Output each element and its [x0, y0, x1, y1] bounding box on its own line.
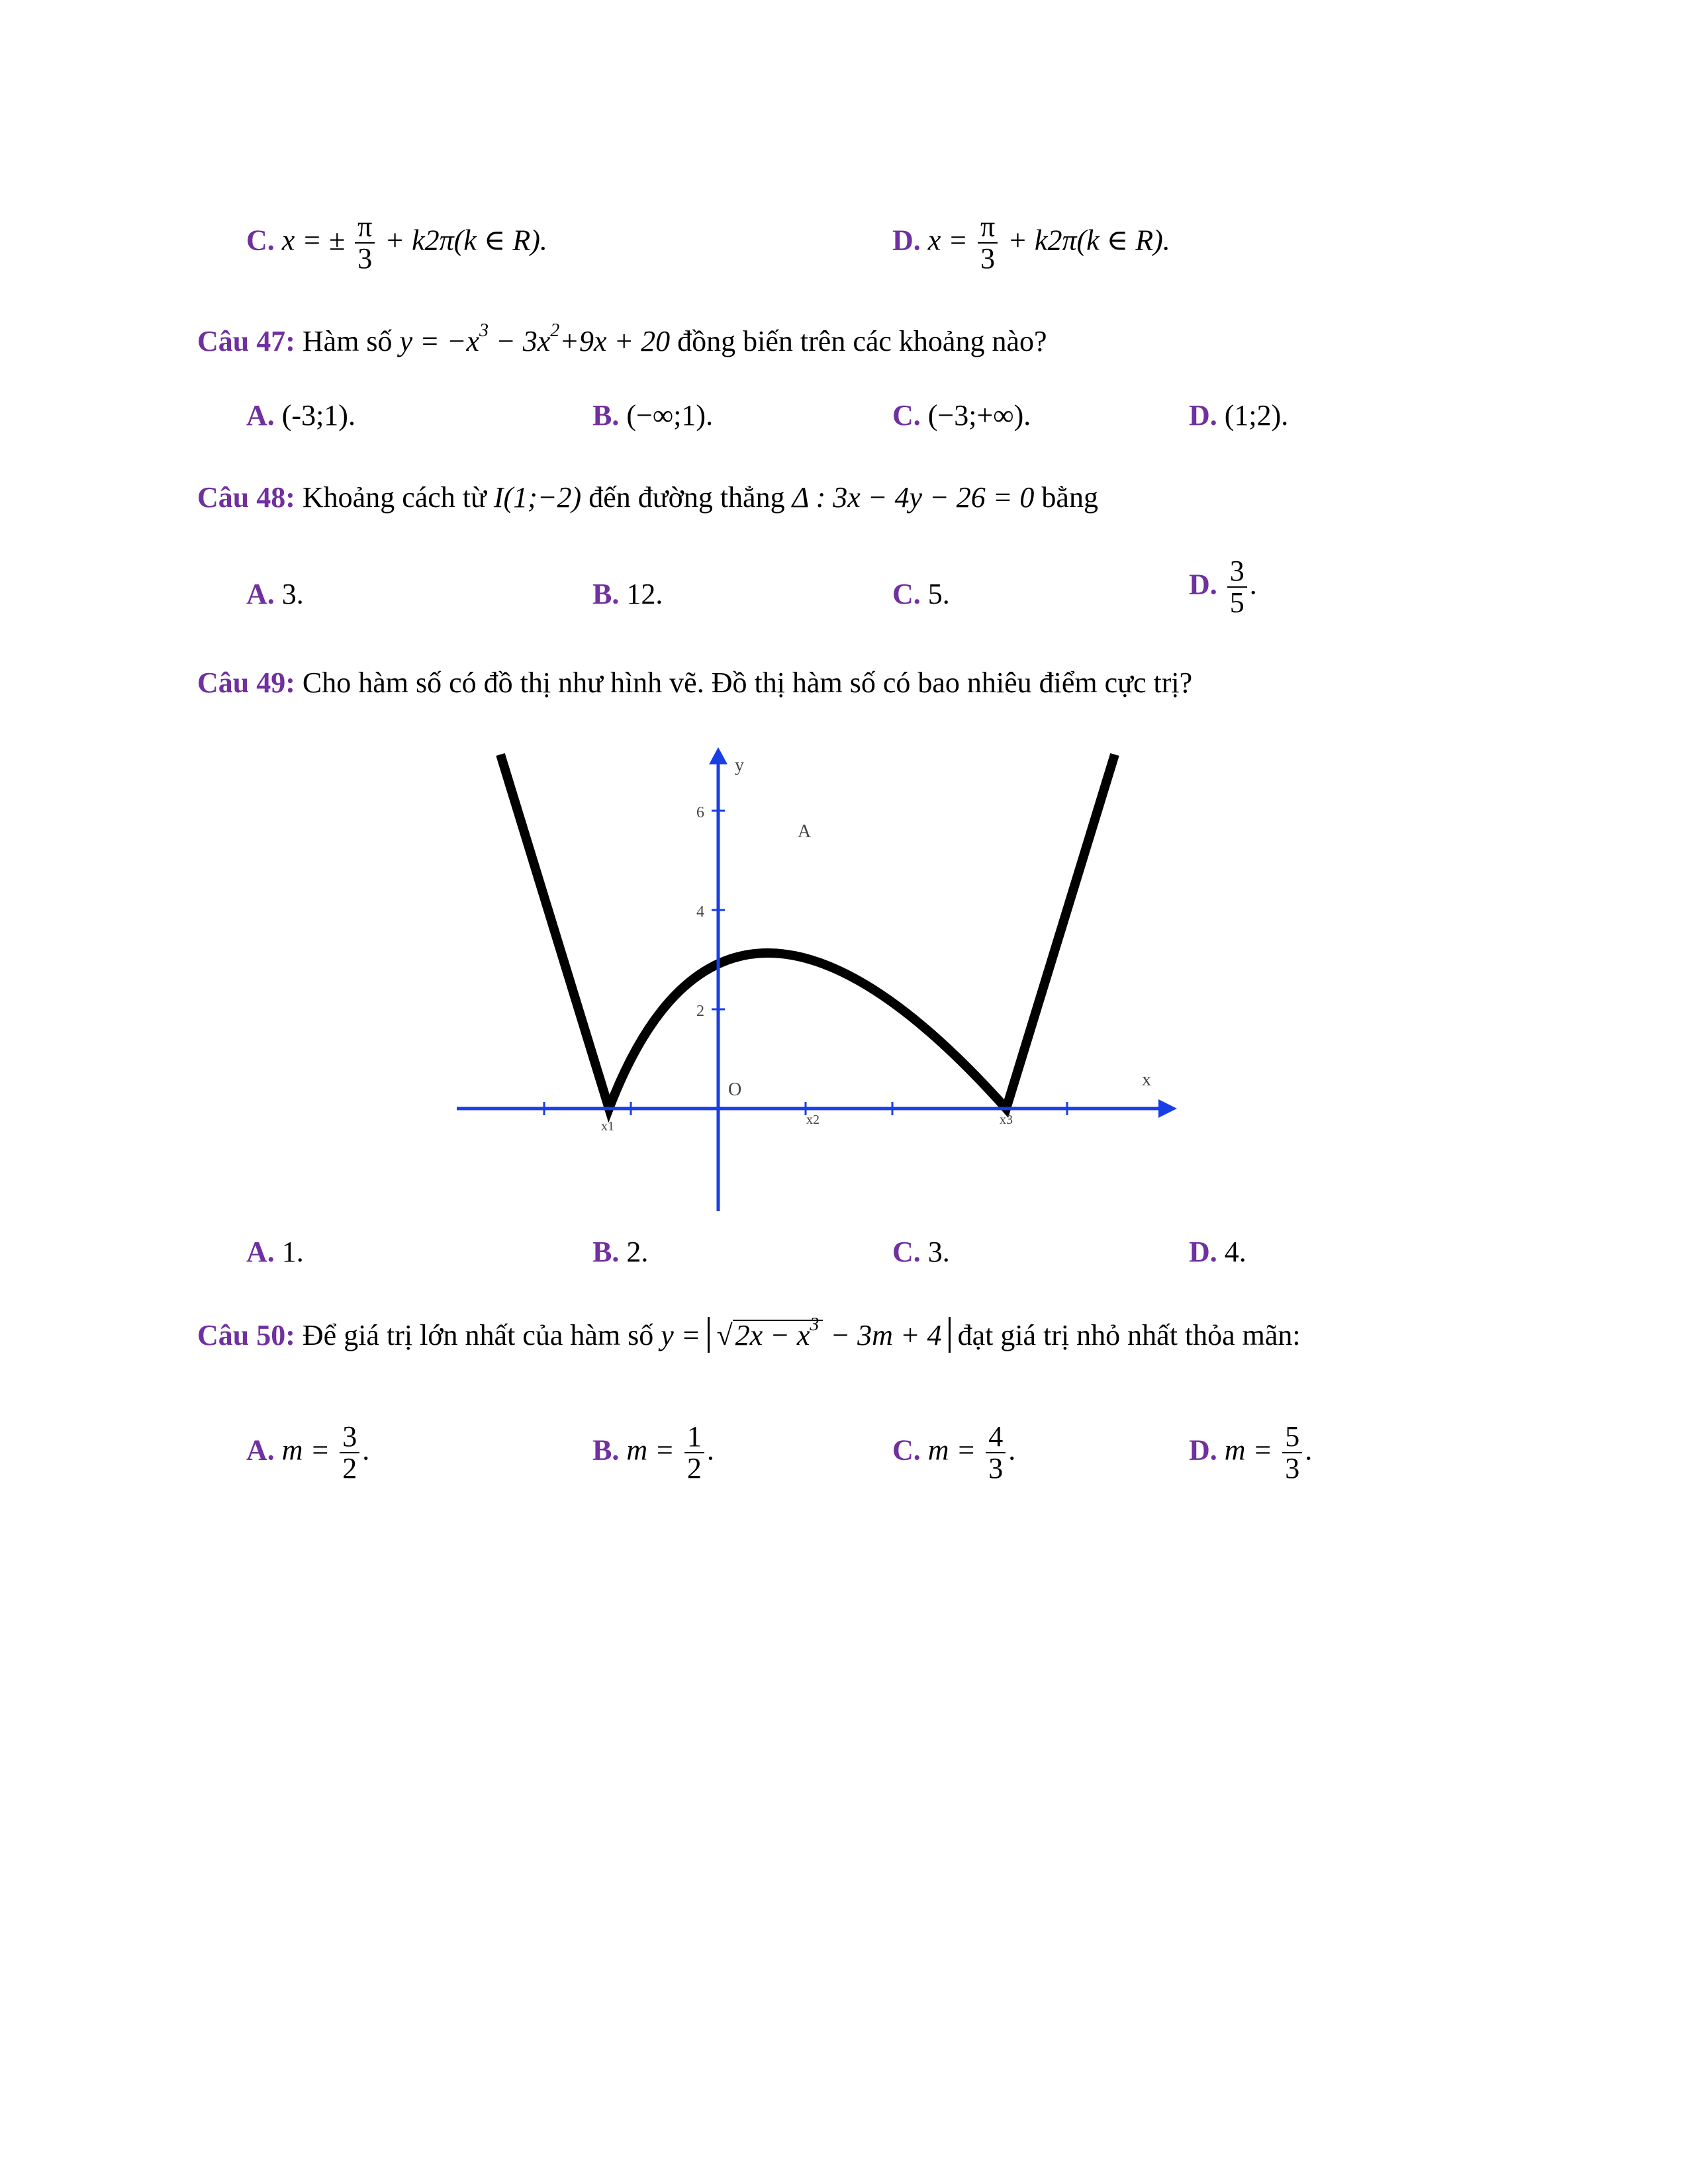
- option-text: .: [1008, 1433, 1016, 1467]
- denominator: 3: [988, 1452, 1004, 1485]
- option-text: (−∞;1).: [626, 399, 714, 432]
- q49-question: [197, 668, 1192, 698]
- y-tick-label: 2: [696, 1003, 704, 1020]
- fraction: [986, 1422, 1006, 1484]
- option-text: 4.: [1224, 1236, 1246, 1268]
- option-text: (−3;+∞).: [927, 399, 1031, 432]
- formula: $y = -x^3 - 3x^2+9x + 20$: [399, 320, 671, 357]
- numerator: π: [978, 212, 998, 244]
- q48-option-b[interactable]: [592, 580, 663, 609]
- q50-question: [197, 1314, 1301, 1353]
- q50-option-b[interactable]: [592, 1422, 714, 1484]
- denominator: 2: [686, 1452, 702, 1485]
- option-label: B.: [592, 1236, 620, 1268]
- denominator: 3: [357, 242, 373, 275]
- q47-option-b[interactable]: [592, 401, 713, 430]
- square-root: $2x - x^3$: [733, 1320, 823, 1350]
- question-text: đồng biến trên các khoảng nào?: [677, 325, 1047, 357]
- option-text: 3.: [927, 1236, 950, 1268]
- option-text: (1;2).: [1224, 399, 1289, 432]
- option-label: D.: [892, 224, 921, 257]
- numerator: 3: [1227, 556, 1247, 588]
- q48-option-c[interactable]: [892, 580, 950, 609]
- denominator: 3: [1285, 1452, 1300, 1485]
- option-label: C.: [892, 1236, 921, 1268]
- q48-question: [197, 483, 1098, 512]
- denominator: 5: [1229, 586, 1244, 619]
- x-axis-arrow: [1158, 1099, 1177, 1118]
- numerator: 5: [1282, 1422, 1302, 1453]
- q46-option-d[interactable]: [892, 212, 1170, 274]
- y-tick-label: 4: [696, 903, 704, 921]
- fraction: [355, 212, 375, 274]
- question-number: Câu 49:: [197, 666, 295, 699]
- option-label: C.: [246, 224, 275, 257]
- option-label: B.: [592, 578, 620, 610]
- q50-option-d[interactable]: [1189, 1422, 1312, 1484]
- option-label: A.: [246, 399, 275, 432]
- option-text: (-3;1).: [281, 399, 355, 432]
- fraction: [340, 1422, 359, 1484]
- option-label: A.: [246, 1236, 275, 1268]
- numerator: 4: [986, 1422, 1006, 1453]
- option-label: C.: [892, 399, 921, 432]
- q47-option-a[interactable]: [246, 401, 355, 430]
- option-label: D.: [1189, 568, 1217, 601]
- q49-option-b[interactable]: [592, 1238, 648, 1267]
- y-axis-arrow: [709, 747, 727, 764]
- option-label: D.: [1189, 399, 1217, 432]
- formula-text: x =: [927, 224, 968, 257]
- y-equals: y =: [661, 1319, 701, 1351]
- option-text: .: [1305, 1433, 1313, 1467]
- option-text: 12.: [626, 578, 663, 610]
- question-text: đến đường thẳng: [588, 481, 785, 514]
- question-text: bằng: [1041, 481, 1098, 514]
- q49-option-d[interactable]: [1189, 1238, 1246, 1267]
- absolute-value-expression: $√2x - x^3 - 3m + 4$: [708, 1317, 950, 1353]
- option-text: .: [362, 1433, 370, 1467]
- question-number: Câu 47:: [197, 325, 295, 357]
- option-label: B.: [592, 399, 620, 432]
- numerator: 3: [340, 1422, 359, 1453]
- numerator: π: [355, 212, 375, 244]
- option-label: A.: [246, 1433, 275, 1467]
- option-text: 1.: [281, 1236, 304, 1268]
- formula-text: m =: [281, 1433, 330, 1467]
- formula-text: m =: [1224, 1433, 1273, 1467]
- function-graph: [450, 741, 1192, 1218]
- option-label: C.: [892, 578, 921, 610]
- q47-option-d[interactable]: [1189, 401, 1288, 430]
- option-text: .: [706, 1433, 714, 1467]
- point-a-label: A: [798, 821, 812, 842]
- x3-marker: x3: [1000, 1113, 1013, 1127]
- q49-option-c[interactable]: [892, 1238, 950, 1267]
- graph-curve: [500, 754, 1115, 1109]
- q48-option-a[interactable]: [246, 580, 304, 609]
- line-formula: Δ : 3x − 4y − 26 = 0: [792, 481, 1035, 514]
- option-text: 2.: [626, 1236, 649, 1268]
- q46-option-c[interactable]: [246, 212, 547, 274]
- option-text: .: [1249, 568, 1257, 601]
- option-text: 5.: [927, 578, 950, 610]
- fraction: [1227, 556, 1247, 618]
- question-text: Khoảng cách từ: [302, 481, 487, 514]
- fraction: [1282, 1422, 1302, 1484]
- question-number: Câu 48:: [197, 481, 295, 514]
- numerator: 1: [684, 1422, 704, 1453]
- question-text: Để giá trị lớn nhất của hàm số: [302, 1319, 654, 1351]
- formula-text: m =: [927, 1433, 976, 1467]
- question-text: Cho hàm số có đồ thị như hình vẽ. Đồ thị hàm số có bao nhiêu điểm cực trị?: [302, 666, 1193, 699]
- q47-question: [197, 320, 1047, 357]
- option-label: D.: [1189, 1236, 1217, 1268]
- q50-option-c[interactable]: [892, 1422, 1015, 1484]
- formula-text: x = ±: [281, 224, 346, 257]
- formula-text: m =: [626, 1433, 675, 1467]
- formula-text: + k2π(k ∈ R).: [1008, 224, 1170, 257]
- formula-text: + k2π(k ∈ R).: [385, 224, 547, 257]
- x1-marker: x1: [601, 1119, 614, 1134]
- option-label: D.: [1189, 1433, 1217, 1467]
- option-label: A.: [246, 578, 275, 610]
- option-label: C.: [892, 1433, 921, 1467]
- question-text: đạt giá trị nhỏ nhất thỏa mãn:: [957, 1319, 1301, 1351]
- question-text: Hàm số: [302, 325, 393, 357]
- option-text: 3.: [281, 578, 304, 610]
- question-number: Câu 50:: [197, 1319, 295, 1351]
- fraction: [684, 1422, 704, 1484]
- y-tick-label: 6: [696, 804, 704, 821]
- q47-option-c[interactable]: [892, 401, 1031, 430]
- y-axis-label: y: [735, 755, 744, 776]
- fraction: [978, 212, 998, 274]
- x-axis-label: x: [1142, 1069, 1151, 1090]
- x2-marker: x2: [806, 1113, 820, 1127]
- option-label: B.: [592, 1433, 620, 1467]
- q48-option-d[interactable]: [1189, 556, 1257, 618]
- origin-label: O: [728, 1079, 742, 1100]
- denominator: 2: [342, 1452, 357, 1485]
- q49-option-a[interactable]: [246, 1238, 304, 1267]
- denominator: 3: [980, 242, 996, 275]
- q50-option-a[interactable]: [246, 1422, 369, 1484]
- point-formula: I(1;−2): [493, 481, 582, 514]
